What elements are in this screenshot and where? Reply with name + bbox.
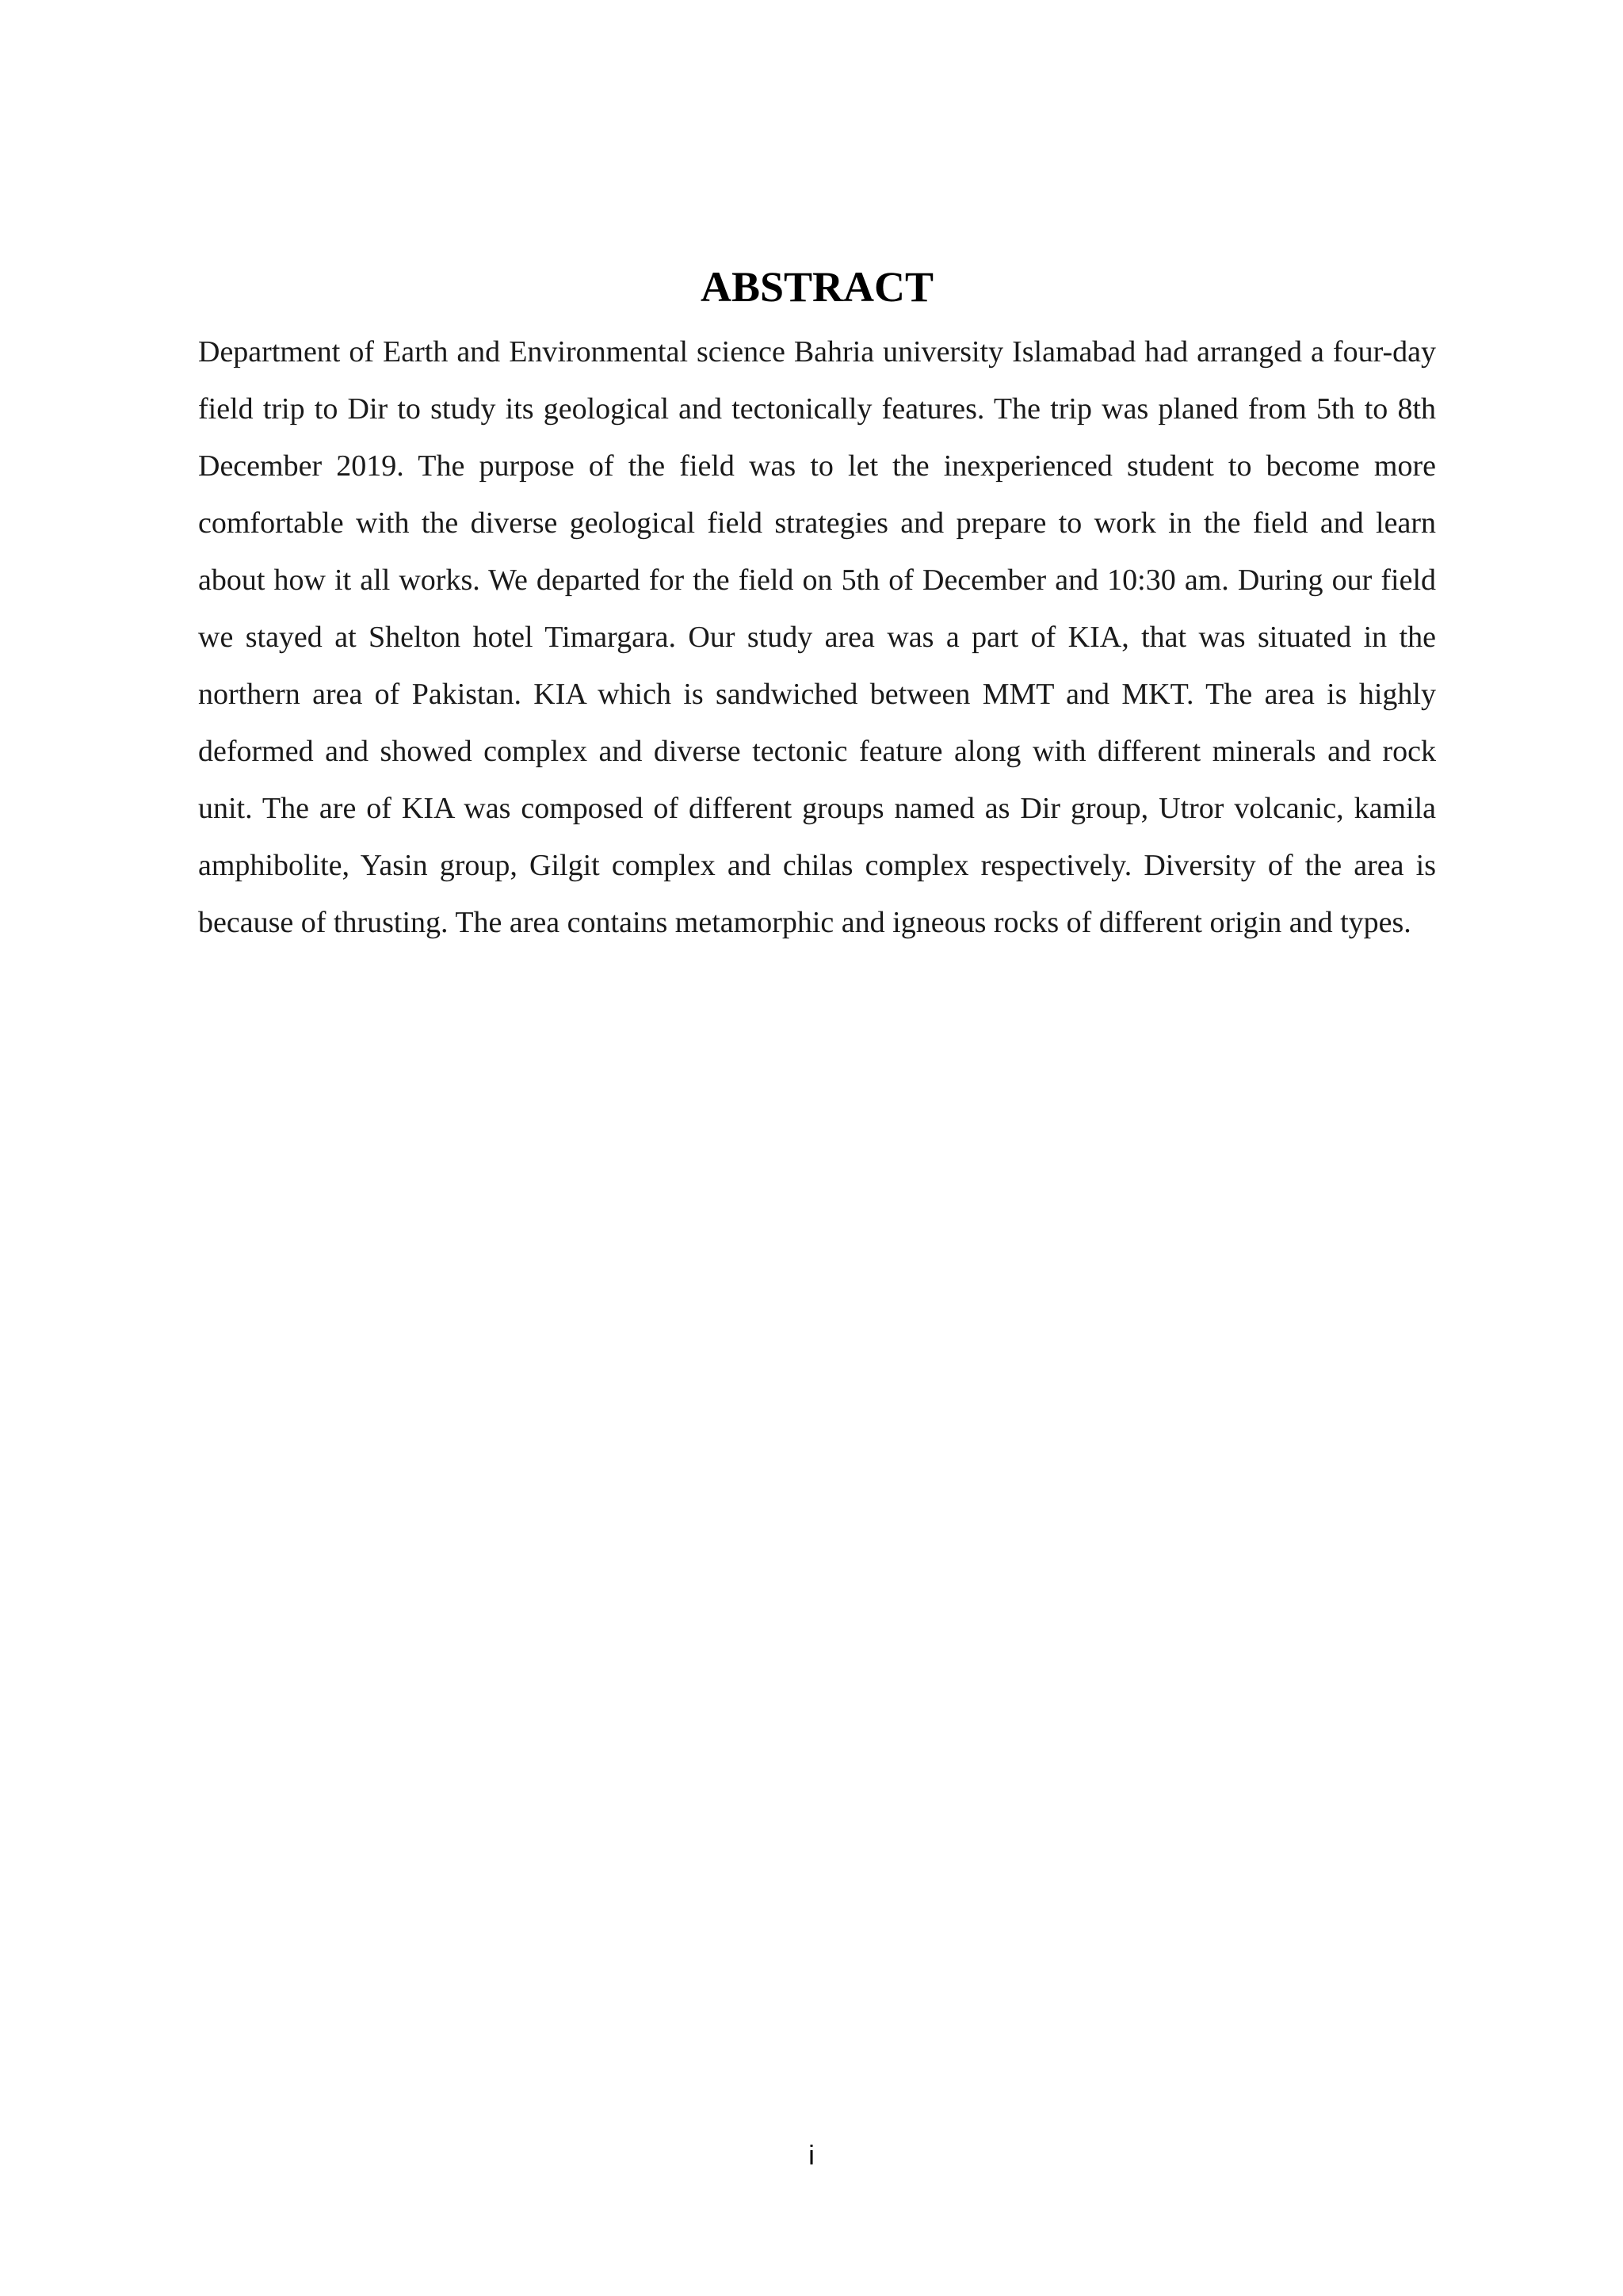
page-title: ABSTRACT xyxy=(700,263,934,311)
abstract-section xyxy=(198,255,1436,951)
page-number: i xyxy=(808,2141,815,2171)
abstract-paragraph: Department of Earth and Environmental science Bahria university Islamabad had arranged a four-day field trip to Dir to study its geological and tectonically features. The trip was planed from 5th to 8th December 2019. The purpose of the field was to let the inexperienced student to become more comfortable with the diverse geological field strategies and prepare to work in the field and learn about how it all works. We departed for the field on 5th of December and 10:30 am. During our field we stayed at Shelton hotel Timargara. Our study area was a part of KIA, that was situated in the northern area of Pakistan. KIA which is sandwiched between MMT and MKT. The area is highly deformed and showed complex and diverse tectonic feature along with different minerals and rock unit. The are of KIA was composed of different groups named as Dir group, Utror volcanic, kamila amphibolite, Yasin group, Gilgit complex and chilas complex respectively. Diversity of the area is because of thrusting. The area contains metamorphic and igneous rocks of different origin and types. xyxy=(198,335,1436,939)
